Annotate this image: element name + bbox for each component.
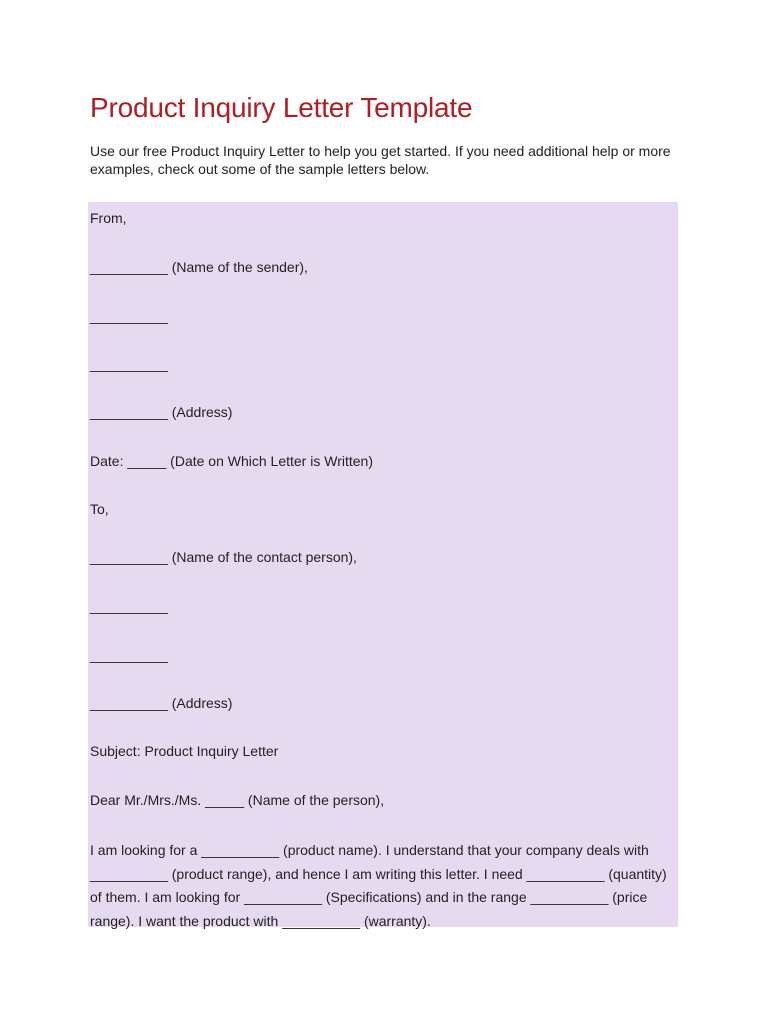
sender-address-line-1: __________: [90, 308, 168, 324]
from-label: From,: [90, 210, 127, 226]
recipient-address-line-1: __________: [90, 598, 168, 614]
subject-line: Subject: Product Inquiry Letter: [90, 743, 279, 759]
recipient-address-line-2: __________: [90, 647, 168, 663]
sender-address-line-2: __________: [90, 356, 168, 372]
intro-text: Use our free Product Inquiry Letter to help you get started. If you need additional help or more examples, check out some of the sample letters below.: [90, 143, 671, 177]
recipient-address-line-3: __________ (Address): [90, 695, 233, 711]
letter-template-box: [88, 202, 678, 927]
sender-address-line-3: __________ (Address): [90, 404, 233, 420]
sender-name-line: __________ (Name of the sender),: [90, 259, 308, 275]
salutation-line: Dear Mr./Mrs./Ms. _____ (Name of the person),: [90, 792, 385, 808]
recipient-name-line: __________ (Name of the contact person),: [90, 549, 357, 565]
date-line: Date: _____ (Date on Which Letter is Written): [90, 453, 373, 469]
body-paragraph: I am looking for a __________ (product name). I understand that your company deals with __________ (product range), and hence I am writing this letter. I need __________ (quantity) of them. I am looking for __________ (Specifications) and in the range __________ (price range). I want the product with __________ (warranty).: [90, 842, 667, 929]
to-label: To,: [90, 501, 109, 517]
page-title: Product Inquiry Letter Template: [90, 92, 473, 123]
